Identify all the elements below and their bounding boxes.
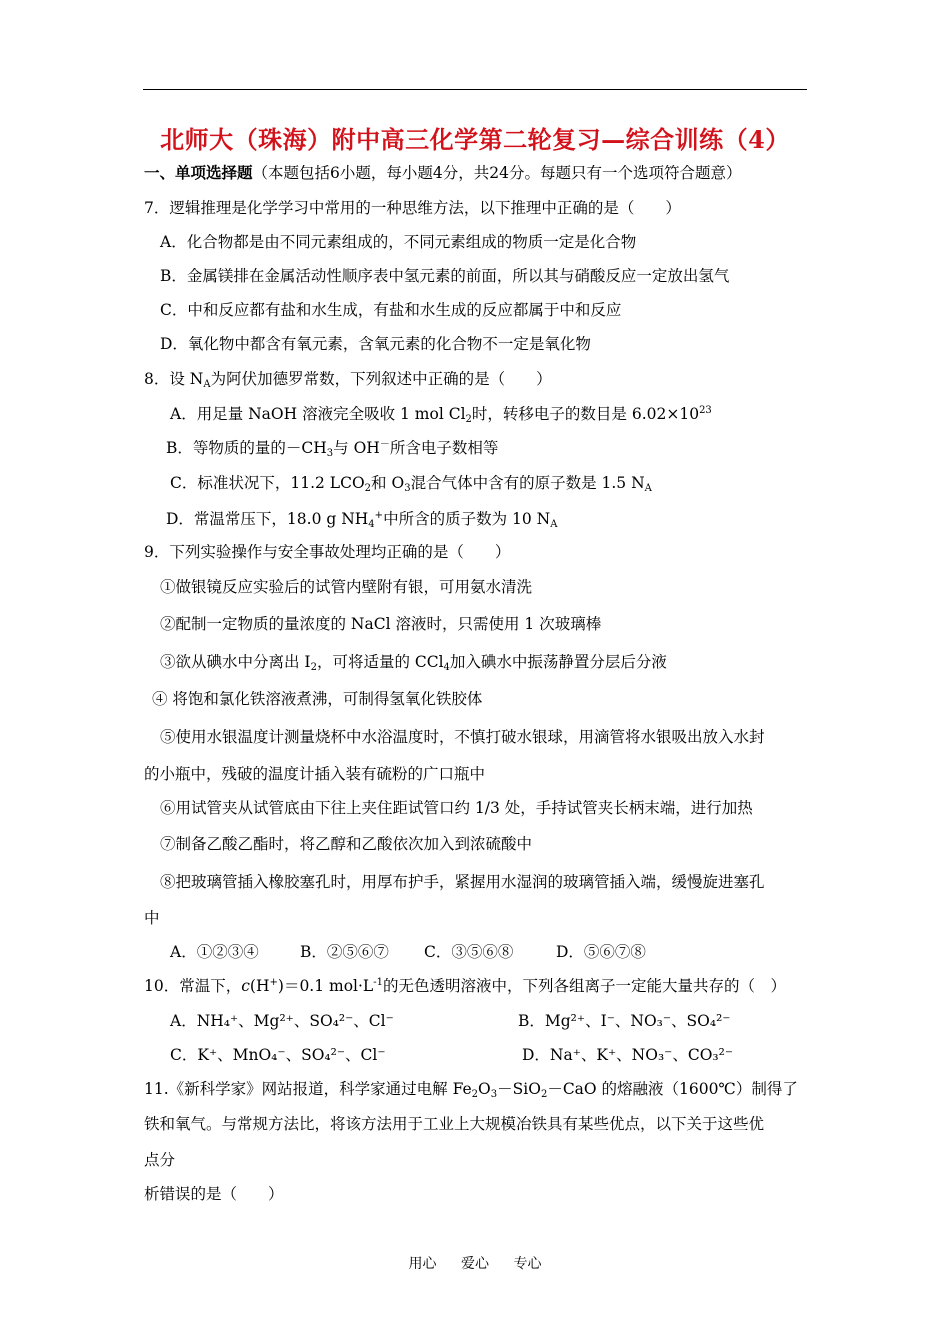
footer-word-1: 用心	[408, 1256, 437, 1272]
q7-stem: 7．逻辑推理是化学学习中常用的一种思维方法，以下推理中正确的是（ ）	[144, 199, 681, 217]
q9-i3-sub1: 2	[310, 662, 317, 673]
q10-stem-hsup: +	[269, 977, 278, 988]
q8-option-d	[166, 509, 557, 529]
q11-l1-mid: －SiO	[497, 1080, 541, 1098]
q8-option-c	[170, 473, 652, 493]
section-heading	[144, 163, 741, 183]
q7-option-b: B．金属镁排在金属活动性顺序表中氢元素的前面，所以其与硝酸反应一定放出氢气	[160, 267, 730, 285]
q9-item-8-line1: ⑧把玻璃管插入橡胶塞孔时，用厚布护手，紧握用水湿润的玻璃管插入端，缓慢旋进塞孔	[160, 873, 765, 891]
page-footer	[0, 1253, 950, 1273]
q11-line4: 析错误的是（ ）	[144, 1185, 284, 1203]
q11-l1-o: O	[478, 1080, 491, 1098]
q8-d-mid: 中所含的质子数为 10 N	[383, 510, 551, 528]
q8-option-b	[166, 438, 498, 458]
q9-i3-post: 加入碘水中振荡静置分层后分液	[449, 653, 667, 671]
q8-stem	[144, 369, 552, 389]
q8-stem-sub: A	[203, 379, 211, 390]
q9-item-7: ⑦制备乙酸乙酯时，将乙醇和乙酸依次加入到浓硫酸中	[160, 835, 533, 853]
q11-l1-pre: 11.《新科学家》网站报道，科学家通过电解 Fe	[144, 1080, 472, 1098]
q7-option-c: C．中和反应都有盐和水生成，有盐和水生成的反应都属于中和反应	[160, 301, 622, 319]
q7-option-d: D．氧化物中都含有氧元素，含氧元素的化合物不一定是氧化物	[160, 335, 591, 353]
q8-a-mid: 时，转移电子的数目是 6.02×10	[471, 405, 700, 423]
q9-item-4: ④ 将饱和氯化铁溶液煮沸，可制得氢氧化铁胶体	[152, 690, 483, 708]
q10-stem-post: 的无色透明溶液中，下列各组离子一定能大量共存的（ ）	[382, 977, 786, 995]
q8-d-sub: 4	[368, 519, 375, 530]
q9-i3-sub2: 4	[443, 662, 450, 673]
section-note: （本题包括6小题，每小题4分，共24分。每题只有一个选项符合题意）	[252, 164, 742, 182]
q8-a-sup: 23	[699, 405, 712, 416]
q8-d-sub2: A	[550, 519, 558, 530]
q8-b-sup: －	[379, 439, 390, 450]
q10-option-a: A．NH₄⁺、Mg²⁺、SO₄²⁻、Cl⁻	[170, 1012, 394, 1030]
q8-c-sub2: 3	[404, 483, 411, 494]
q8-d-sup: +	[374, 510, 384, 521]
q11-line1	[144, 1079, 798, 1099]
q7-option-a: A．化合物都是由不同元素组成的，不同元素组成的物质一定是化合物	[160, 233, 637, 251]
q9-option-a: A．①②③④	[170, 943, 259, 961]
q10-stem	[144, 976, 786, 996]
q8-b-pre: B．等物质的量的－CH	[166, 439, 327, 457]
q9-i3-mid: ，可将适量的 CCl	[316, 653, 444, 671]
q8-d-pre: D．常温常压下，18.0 g NH	[166, 510, 369, 528]
q9-item-6: ⑥用试管夹从试管底由下往上夹住距试管口约 1/3 处，手持试管夹长柄末端，进行加热	[160, 799, 753, 817]
q9-option-d: D．⑤⑥⑦⑧	[556, 943, 646, 961]
q10-option-d: D．Na⁺、K⁺、NO₃⁻、CO₃²⁻	[522, 1046, 734, 1064]
q10-stem-mid: )＝0.1 mol·L	[277, 977, 374, 995]
q8-c-sub3: A	[644, 483, 652, 494]
q8-stem-post: 为阿伏加德罗常数，下列叙述中正确的是（ ）	[210, 370, 552, 388]
footer-word-2: 爱心	[461, 1256, 489, 1272]
header-rule	[143, 89, 807, 90]
q11-l1-sub2: 3	[490, 1089, 498, 1100]
q9-i3-pre: ③欲从碘水中分离出 I	[160, 653, 311, 671]
q10-stem-h: (H	[249, 977, 270, 995]
q10-option-c: C．K⁺、MnO₄⁻、SO₄²⁻、Cl⁻	[170, 1046, 386, 1064]
q10-option-b: B．Mg²⁺、I⁻、NO₃⁻、SO₄²⁻	[518, 1012, 731, 1030]
q11-line3: 点分	[144, 1151, 176, 1169]
q11-line2: 铁和氧气。与常规方法比，将该方法用于工业上大规模冶铁具有某些优点，以下关于这些优	[144, 1115, 765, 1133]
q11-l1-post: －CaO 的熔融液（1600℃）制得了	[547, 1080, 798, 1098]
q8-c-pre: C．标准状况下，11.2 LCO	[170, 474, 365, 492]
q8-c-mid: 和 O	[371, 474, 405, 492]
q9-item-8-line2: 中	[144, 909, 160, 927]
q10-stem-sup: -1	[373, 977, 383, 988]
q8-b-mid: 与 OH	[333, 439, 380, 457]
q9-option-c: C．③⑤⑥⑧	[424, 943, 514, 961]
q8-option-a	[170, 404, 712, 424]
q8-c-sub1: 2	[364, 483, 372, 494]
q10-stem-pre: 10．常温下，	[144, 977, 242, 995]
q10-stem-c: c	[241, 977, 250, 995]
q9-item-5-line1: ⑤使用水银温度计测量烧杯中水浴温度时，不慎打破水银球，用滴管将水银吸出放入水封	[160, 728, 765, 746]
q8-b-sub: 3	[326, 448, 334, 459]
page-title: 北师大（珠海）附中高三化学第二轮复习—综合训练（4）	[160, 125, 790, 154]
q11-l1-sub3: 2	[540, 1089, 548, 1100]
q9-option-b: B．②⑤⑥⑦	[300, 943, 389, 961]
q11-l1-sub1: 2	[471, 1089, 479, 1100]
q9-item-5-line2: 的小瓶中，残破的温度计插入装有硫粉的广口瓶中	[144, 765, 486, 783]
q9-item-2: ②配制一定物质的量浓度的 NaCl 溶液时，只需使用 1 次玻璃棒	[160, 615, 602, 633]
q8-a-pre: A．用足量 NaOH 溶液完全吸收 1 mol Cl	[170, 405, 466, 423]
q8-stem-pre: 8．设 N	[144, 370, 204, 388]
q9-stem: 9．下列实验操作与安全事故处理均正确的是（ ）	[144, 543, 511, 561]
q9-item-1: ①做银镜反应实验后的试管内壁附有银，可用氨水清洗	[160, 578, 533, 596]
q8-a-sub: 2	[465, 414, 472, 425]
q9-item-3	[160, 652, 667, 672]
q8-c-mid2: 混合气体中含有的原子数是 1.5 N	[410, 474, 645, 492]
section-label: 一、单项选择题	[144, 163, 253, 182]
q8-b-post: 所含电子数相等	[389, 439, 499, 457]
footer-word-3: 专心	[513, 1256, 542, 1272]
